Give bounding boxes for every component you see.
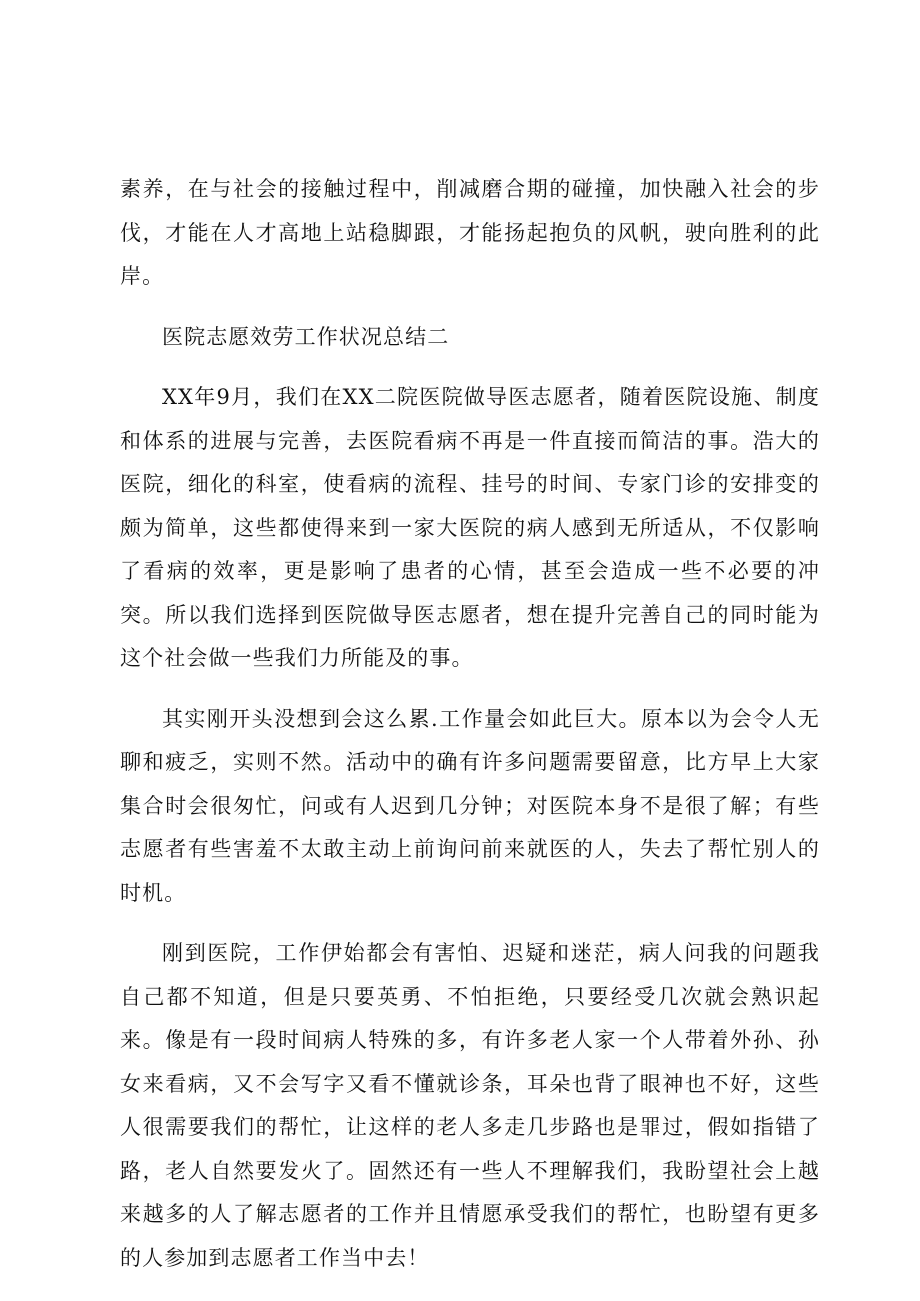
body-paragraph-1: XX年9月，我们在XX二院医院做导医志愿者，随着医院设施、制度和体系的进展与完善，去医院看病不再是一件直接而简洁的事。浩大的医院，细化的科室，使看病的流程、挂号的时间、专家门诊的安排变的颇为简单，这些都使得来到一家大医院的病人感到无所适从，不仅影响了看病的效率，更是影响了患者的心情，甚至会造成一些不必要的冲突。所以我们选择到医院做导医志愿者，想在提升完善自己的同时能为这个社会做一些我们力所能及的事。 xyxy=(120,385,820,670)
continuation-paragraph: 素养，在与社会的接触过程中，削减磨合期的碰撞，加快融入社会的步伐，才能在人才高地上站稳脚跟，才能扬起抱负的风帆，驶向胜利的此岸。 xyxy=(120,177,820,288)
body-paragraph-2: 其实刚开头没想到会这么累.工作量会如此巨大。原本以为会令人无聊和疲乏，实则不然。活动中的确有许多问题需要留意，比方早上大家集合时会很匆忙，问或有人迟到几分钟；对医院本身不是很了解；有些志愿者有些害羞不太敢主动上前询问前来就医的人，失去了帮忙别人的时机。 xyxy=(120,706,820,905)
body-paragraph-3: 刚到医院，工作伊始都会有害怕、迟疑和迷茫，病人问我的问题我自己都不知道，但是只要英勇、不怕拒绝，只要经受几次就会熟识起来。像是有一段时间病人特殊的多，有许多老人家一个人带着外孙、孙女来看病，又不会写字又看不懂就诊条，耳朵也背了眼神也不好，这些人很需要我们的帮忙，让这样的老人多走几步路也是罪过，假如指错了路，老人自然要发火了。固然还有一些人不理解我们，我盼望社会上越来越多的人了解志愿者的工作并且情愿承受我们的帮忙，也盼望有更多的人参加到志愿者工作当中去！ xyxy=(120,941,820,1270)
document-body xyxy=(120,168,820,1297)
section-title: 医院志愿效劳工作状况总结二 xyxy=(162,324,450,349)
